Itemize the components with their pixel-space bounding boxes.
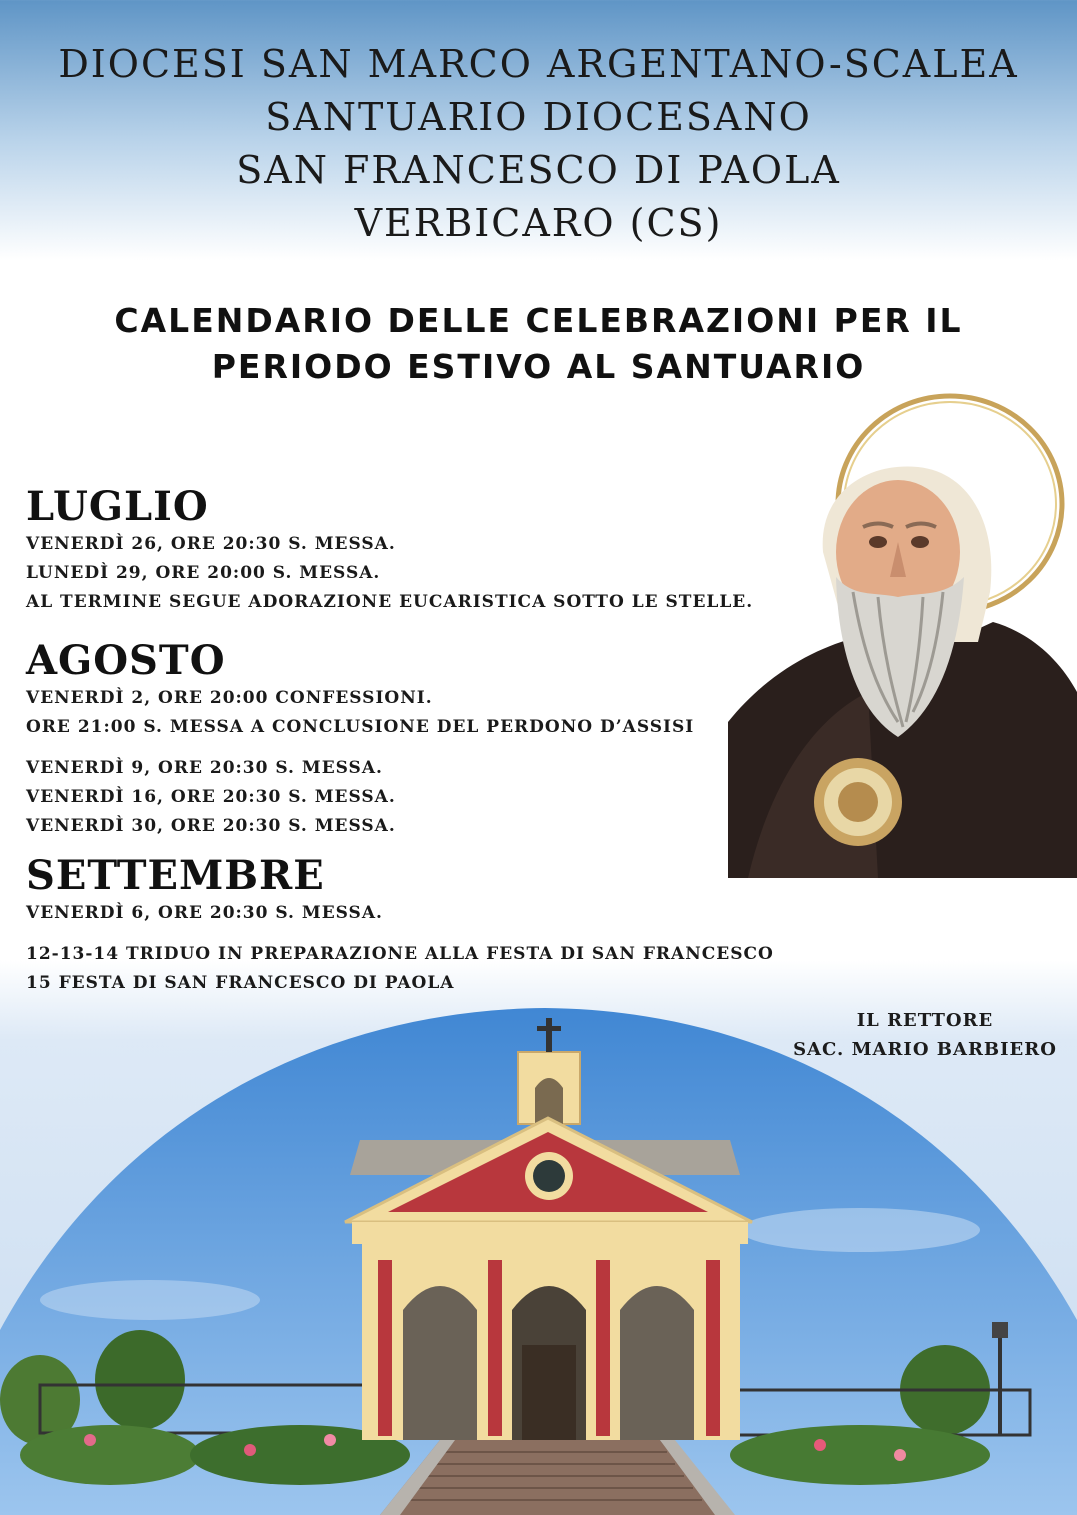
header-line-sanctuary: SANTUARIO DIOCESANO	[265, 95, 812, 139]
section-luglio	[26, 484, 753, 617]
section-agosto	[26, 638, 694, 841]
event-agosto-2: ORE 21:00 S. MESSA A CONCLUSIONE DEL PERDONO D’ASSISI	[26, 717, 695, 737]
event-luglio-2: LUNEDÌ 29, ORE 20:00 S. MESSA.	[26, 563, 381, 583]
event-settembre-2: 12-13-14 TRIDUO IN PREPARAZIONE ALLA FESTA DI SAN FRANCESCO	[26, 944, 774, 964]
event-settembre-3: 15 FESTA DI SAN FRANCESCO DI PAOLA	[26, 973, 455, 993]
header-line-diocese: DIOCESI SAN MARCO ARGENTANO-SCALEA	[58, 42, 1019, 86]
event-agosto-1: VENERDÌ 2, ORE 20:00 CONFESSIONI.	[26, 688, 433, 708]
event-agosto-3: VENERDÌ 9, ORE 20:30 S. MESSA.	[26, 758, 383, 778]
saint-portrait	[728, 392, 1077, 878]
event-luglio-3: AL TERMINE SEGUE ADORAZIONE EUCARISTICA SOTTO LE STELLE.	[26, 592, 754, 612]
section-settembre	[26, 853, 774, 998]
diocese-header	[0, 38, 1077, 250]
header-line-saint: SAN FRANCESCO DI PAOLA	[236, 148, 841, 192]
event-agosto-5: VENERDÌ 30, ORE 20:30 S. MESSA.	[26, 816, 396, 836]
event-settembre-1: VENERDÌ 6, ORE 20:30 S. MESSA.	[26, 903, 383, 923]
event-agosto-4: VENERDÌ 16, ORE 20:30 S. MESSA.	[26, 787, 396, 807]
rector-name: SAC. MARIO BARBIERO	[793, 1039, 1057, 1060]
month-title-luglio: LUGLIO	[26, 483, 209, 530]
calendar-title-line1: CALENDARIO DELLE CELEBRAZIONI PER IL	[114, 301, 963, 340]
sanctuary-church-photo	[0, 1000, 1077, 1515]
month-title-settembre: SETTEMBRE	[26, 852, 325, 899]
month-title-agosto: AGOSTO	[26, 637, 226, 684]
calendar-title-line2: PERIODO ESTIVO AL SANTUARIO	[211, 347, 866, 386]
header-line-town: VERBICARO (CS)	[354, 201, 723, 245]
calendar-title	[0, 298, 1077, 390]
rector-role: IL RETTORE	[856, 1010, 994, 1031]
event-luglio-1: VENERDÌ 26, ORE 20:30 S. MESSA.	[26, 534, 396, 554]
